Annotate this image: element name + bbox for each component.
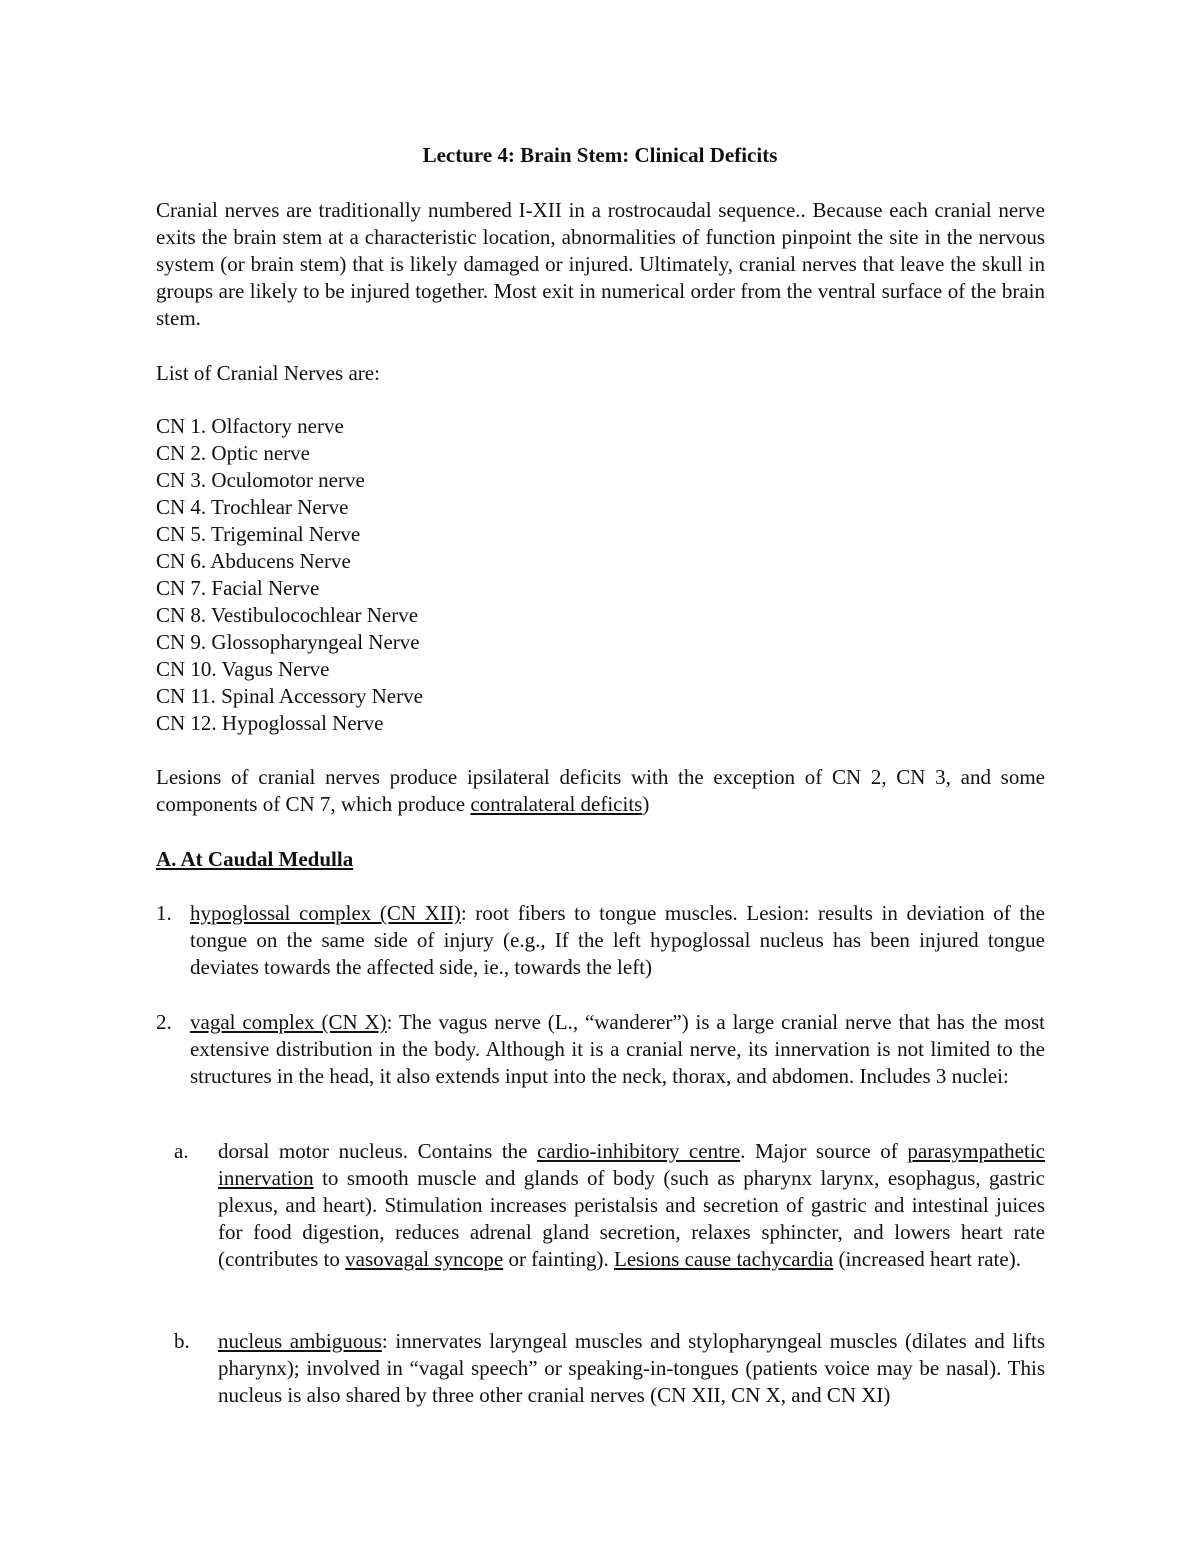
list-item: CN 12. Hypoglossal Nerve (156, 711, 384, 735)
list-item: CN 10. Vagus Nerve (156, 657, 330, 681)
list-item: CN 5. Trigeminal Nerve (156, 522, 361, 546)
item-text: : root fibers to tongue muscles. Lesion: results in deviation of the tongue on the same side of injury (e.g., If the left hypoglossal nucleus has been injured tongue deviates towards the affected side, ie., towards the left) (190, 901, 1045, 979)
subitem-letter: a. (174, 1139, 189, 1163)
list-item: CN 6. Abducens Nerve (156, 549, 351, 573)
list-item: CN 1. Olfactory nerve (156, 414, 344, 438)
list-item: CN 8. Vestibulocochlear Nerve (156, 603, 419, 627)
list-heading: List of Cranial Nerves are: (156, 361, 380, 385)
lesions-text: Lesions of cranial nerves produce ipsilateral deficits with the exception of CN 2, CN 3, and some components of CN 7, which produce (156, 765, 1045, 816)
vasovagal-term: vasovagal syncope (345, 1247, 504, 1271)
lesions-end: ) (642, 792, 650, 816)
contralateral-term: contralateral deficits (470, 792, 643, 816)
item-number: 2. (156, 1010, 172, 1034)
item-term: vagal complex (CN X) (190, 1010, 387, 1034)
list-item: CN 2. Optic nerve (156, 441, 310, 465)
list-item: CN 11. Spinal Accessory Nerve (156, 684, 423, 708)
subitem-body: dorsal motor nucleus. Contains the cardio-inhibitory centre. Major source of parasympathetic innervation to smooth muscle and glands of body (such as pharynx larynx, esophagus, gastric plexus, and heart). Stimulation increases peristalsis and secretion of gastric and intestinal juices for food digestion, reduces adrenal gland secretion, relaxes sphincter, and lowers heart rate (contributes to vasovagal syncope or fainting). Lesions cause tachycardia (increased heart rate). (218, 1139, 1045, 1271)
item-number: 1. (156, 901, 172, 925)
tachycardia-term: Lesions cause tachycardia (614, 1247, 834, 1271)
item-body (190, 900, 1045, 981)
page-title: Lecture 4: Brain Stem: Clinical Deficits (422, 143, 778, 167)
nucleus-ambiguous-term: nucleus ambiguous (218, 1329, 382, 1353)
parasympathetic-term: parasympathetic innervation (218, 1139, 1045, 1190)
item-vagal-complex (156, 1009, 1045, 1090)
subitem-body: nucleus ambiguous: innervates laryngeal muscles and stylopharyngeal muscles (dilates and lifts pharynx); involved in “vagal speech” or speaking-in-tongues (patients voice may be nasal). This nucleus is also shared by three other cranial nerves (CN XII, CN X, and CN XI) (218, 1329, 1045, 1407)
lesions-paragraph (156, 764, 1045, 818)
item-hypoglossal-complex (156, 900, 1045, 981)
cardio-inhibitory-term: cardio-inhibitory centre (537, 1139, 741, 1163)
subitem-dorsal-motor-nucleus (174, 1138, 1045, 1273)
subitem-letter: b. (174, 1329, 190, 1353)
list-item: CN 4. Trochlear Nerve (156, 495, 349, 519)
list-item: CN 3. Oculomotor nerve (156, 468, 365, 492)
cranial-nerve-list (156, 413, 1045, 737)
item-term: hypoglossal complex (CN XII) (190, 901, 461, 925)
list-item: CN 9. Glossopharyngeal Nerve (156, 630, 420, 654)
item-body (190, 1009, 1045, 1090)
list-item: CN 7. Facial Nerve (156, 576, 320, 600)
item-text: : The vagus nerve (L., “wanderer”) is a large cranial nerve that has the most extensive distribution in the body. Although it is a cranial nerve, its innervation is not limited to the structures in the head, it also extends input into the neck, thorax, and abdomen. Includes 3 nuclei: (190, 1010, 1045, 1088)
section-heading-caudal-medulla: A. At Caudal Medulla (156, 847, 354, 871)
intro-paragraph: Cranial nerves are traditionally numbered I-XII in a rostrocaudal sequence.. Because each cranial nerve exits the brain stem at a characteristic location, abnormalities of function pinpoint the site in the nervous system (or brain stem) that is likely damaged or injured. Ultimately, cranial nerves that leave the skull in groups are likely to be injured together. Most exit in numerical order from the ventral surface of the brain stem. (156, 198, 1045, 330)
subitem-nucleus-ambiguous (174, 1328, 1045, 1409)
